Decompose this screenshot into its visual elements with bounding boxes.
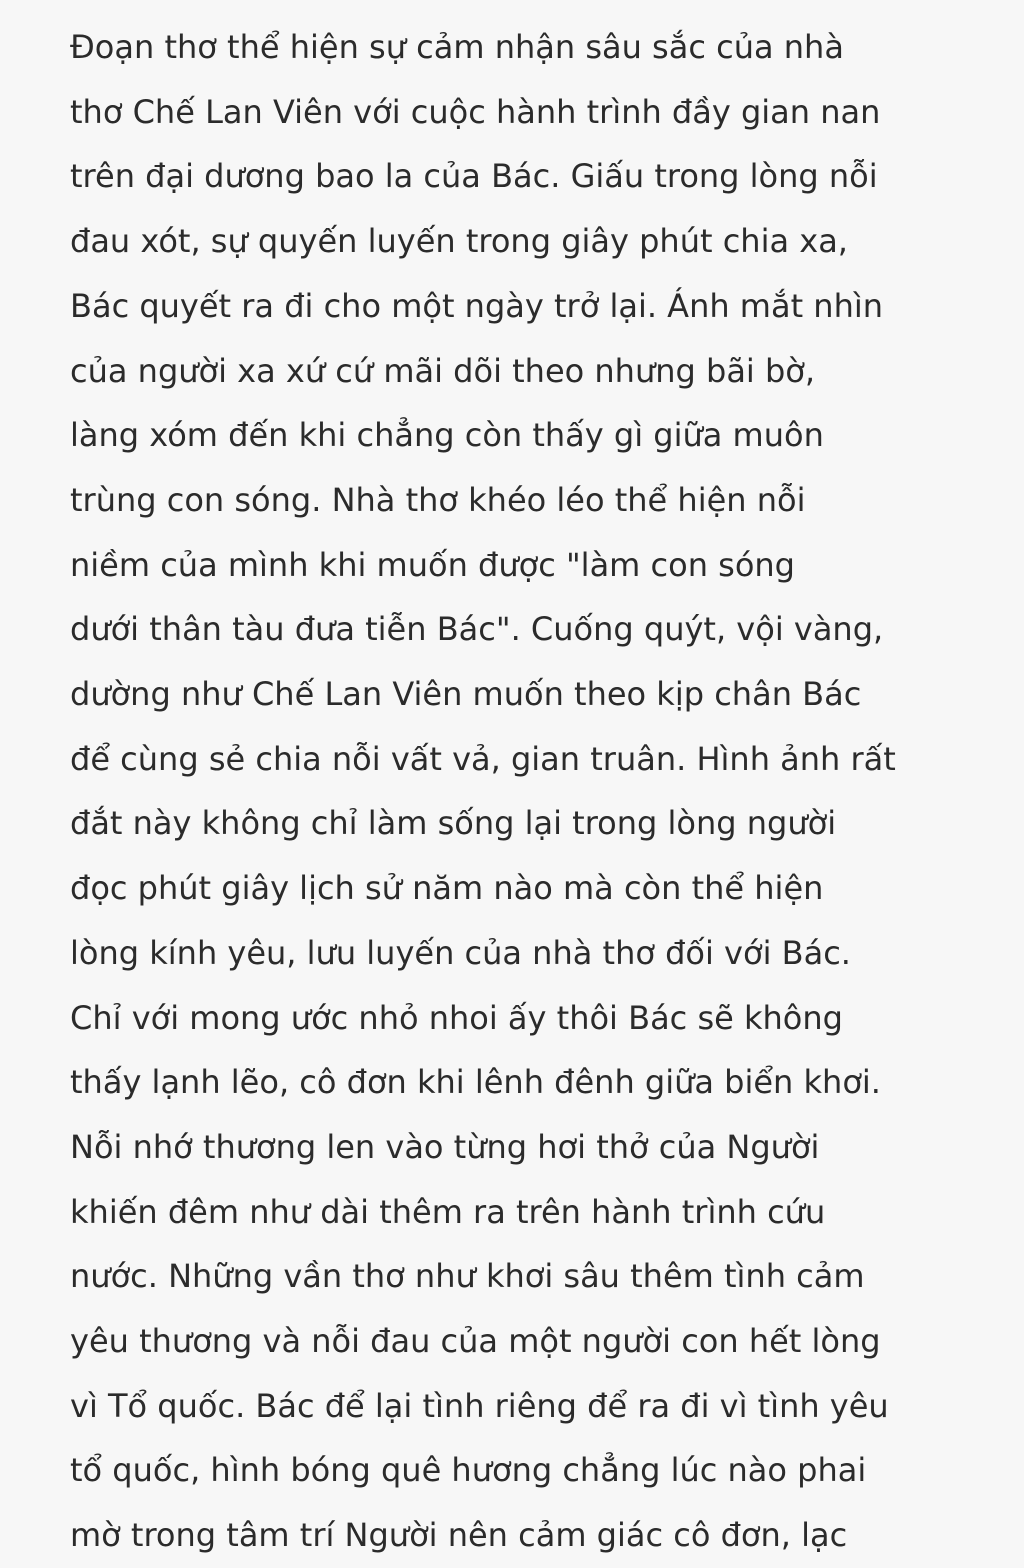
paragraph-line-1: Đoạn thơ thể hiện sự cảm nhận sâu sắc của nhà (70, 28, 844, 66)
paragraph-line-5: Bác quyết ra đi cho một ngày trở lại. Ánh mắt nhìn (70, 286, 884, 325)
paragraph-line-12: để cùng sẻ chia nỗi vất vả, gian truân. Hình ảnh rất (70, 739, 896, 778)
paragraph-line-7: làng xóm đến khi chẳng còn thấy gì giữa muôn (70, 416, 824, 455)
paragraph-line-15: lòng kính yêu, lưu luyến của nhà thơ đối với Bác. (70, 933, 851, 972)
paragraph-line-10: dưới thân tàu đưa tiễn Bác". Cuống quýt, vội vàng, (70, 610, 884, 649)
paragraph-line-17: thấy lạnh lẽo, cô đơn khi lênh đênh giữa biển khơi. (70, 1063, 881, 1102)
paragraph-line-3: trên đại dương bao la của Bác. Giấu trong lòng nỗi (70, 157, 878, 196)
paragraph-line-24: mờ trong tâm trí Người nên cảm giác cô đơn, lạc (70, 1516, 848, 1555)
paragraph-line-23: tổ quốc, hình bóng quê hương chẳng lúc nào phai (70, 1451, 867, 1490)
essay-paragraph (70, 15, 970, 1568)
paragraph-line-21: yêu thương và nỗi đau của một người con hết lòng (70, 1322, 881, 1361)
paragraph-line-18: Nỗi nhớ thương len vào từng hơi thở của Người (70, 1127, 820, 1166)
paragraph-line-13: đắt này không chỉ làm sống lại trong lòng người (70, 804, 837, 843)
paragraph-line-20: nước. Những vần thơ như khơi sâu thêm tình cảm (70, 1257, 865, 1296)
paragraph-line-11: dường như Chế Lan Viên muốn theo kịp chân Bác (70, 675, 862, 714)
paragraph-line-22: vì Tổ quốc. Bác để lại tình riêng để ra đi vì tình yêu (70, 1386, 889, 1425)
paragraph-line-16: Chỉ với mong ước nhỏ nhoi ấy thôi Bác sẽ không (70, 998, 843, 1037)
paragraph-line-2: thơ Chế Lan Viên với cuộc hành trình đầy gian nan (70, 92, 881, 131)
paragraph-line-6: của người xa xứ cứ mãi dõi theo nhưng bãi bờ, (70, 351, 816, 390)
paragraph-line-14: đọc phút giây lịch sử năm nào mà còn thể hiện (70, 869, 824, 908)
paragraph-line-8: trùng con sóng. Nhà thơ khéo léo thể hiện nỗi (70, 480, 806, 519)
paragraph-line-4: đau xót, sự quyến luyến trong giây phút chia xa, (70, 222, 848, 261)
paragraph-line-9: niềm của mình khi muốn được "làm con sóng (70, 545, 795, 584)
paragraph-line-19: khiến đêm như dài thêm ra trên hành trình cứu (70, 1192, 826, 1231)
